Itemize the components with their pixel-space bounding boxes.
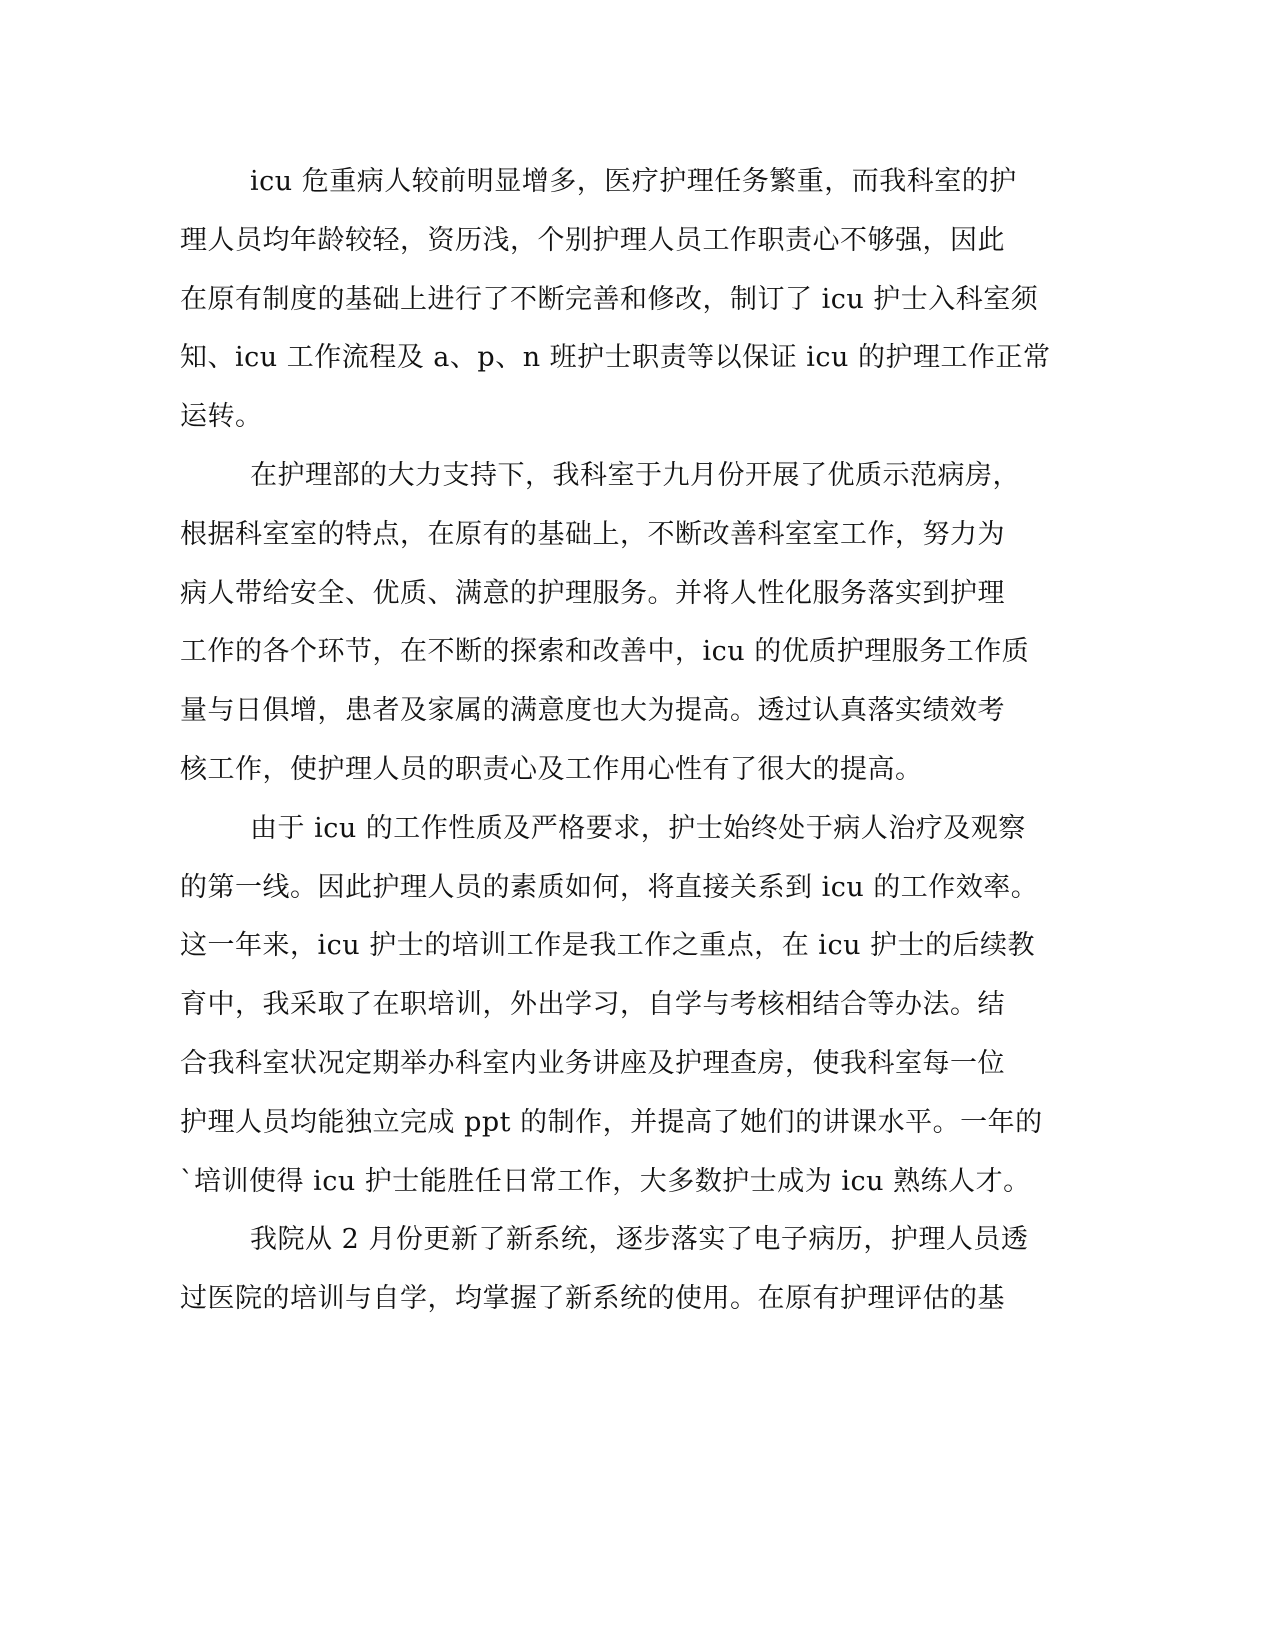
text-line: 在原有制度的基础上进行了不断完善和修改，制订了 icu 护士入科室须 [180, 283, 1039, 315]
body-text [180, 153, 1180, 1329]
text-line: 量与日俱增，患者及家属的满意度也大为提高。透过认真落实绩效考 [180, 695, 1005, 727]
text-line: 护理人员均能独立完成 ppt 的制作，并提高了她们的讲课水平。一年的 [180, 1106, 1043, 1138]
text-line: `培训使得 icu 护士能胜任日常工作，大多数护士成为 icu 熟练人才。 [180, 1165, 1031, 1197]
text-line: 核工作，使护理人员的职责心及工作用心性有了很大的提高。 [180, 753, 923, 785]
text-line: icu 危重病人较前明显增多，医疗护理任务繁重，而我科室的护 [250, 166, 1017, 197]
text-line: 过医院的培训与自学，均掌握了新系统的使用。在原有护理评估的基 [180, 1283, 1005, 1315]
text-line: 由于 icu 的工作性质及严格要求，护士始终处于病人治疗及观察 [250, 812, 1026, 844]
text-line: 理人员均年龄较轻，资历浅，个别护理人员工作职责心不够强，因此 [180, 224, 1005, 256]
text-line: 的第一线。因此护理人员的素质如何，将直接关系到 icu 的工作效率。 [180, 871, 1039, 903]
text-line: 育中，我采取了在职培训，外出学习，自学与考核相结合等办法。结 [180, 989, 1005, 1021]
text-line: 在护理部的大力支持下，我科室于九月份开展了优质示范病房， [250, 459, 1020, 491]
text-line: 我院从 2 月份更新了新系统，逐步落实了电子病历，护理人员透 [250, 1224, 1029, 1256]
text-line: 合我科室状况定期举办科室内业务讲座及护理查房，使我科室每一位 [180, 1047, 1005, 1079]
text-line: 工作的各个环节，在不断的探索和改善中，icu 的优质护理服务工作质 [180, 636, 1030, 668]
text-line: 病人带给安全、优质、满意的护理服务。并将人性化服务落实到护理 [180, 577, 1005, 609]
text-line: 运转。 [180, 401, 263, 433]
text-line: 这一年来，icu 护士的培训工作是我工作之重点，在 icu 护士的后续教 [180, 930, 1036, 962]
text-line: 知、icu 工作流程及 a、p、n 班护士职责等以保证 icu 的护理工作正常 [180, 342, 1051, 374]
text-line: 根据科室室的特点，在原有的基础上，不断改善科室室工作，努力为 [180, 518, 1005, 550]
